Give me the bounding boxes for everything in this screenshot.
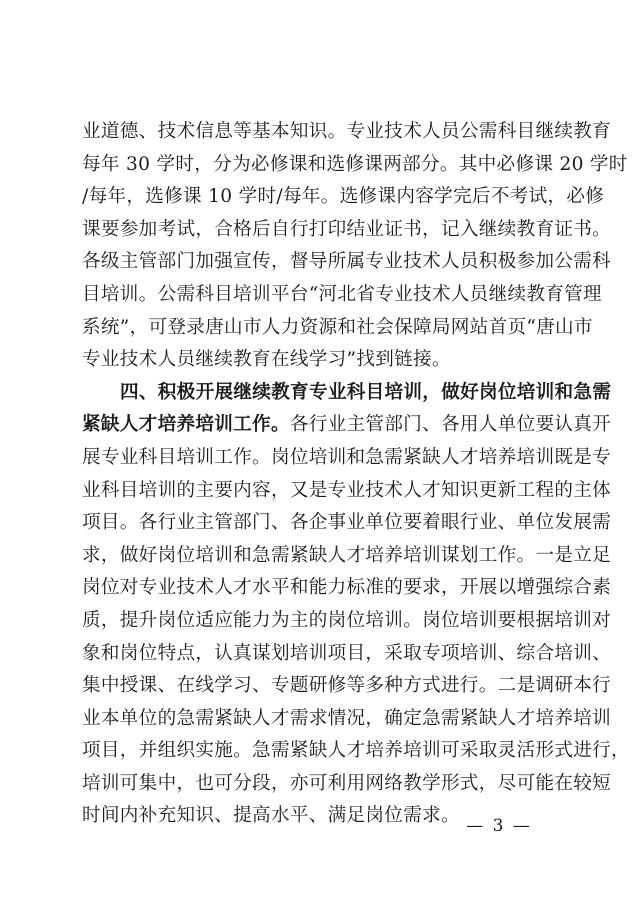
section-heading: 四、积极开展继续教育专业科目培训，做好岗位培训和急需 — [120, 381, 612, 403]
text-line — [82, 409, 612, 442]
text-line: 课要参加考试，合格后自行打印结业证书，记入继续教育证书。 — [82, 218, 612, 240]
page-number: — 3 — — [466, 816, 532, 836]
text-line: 时间内补充知识、提高水平、满足岗位需求。 — [82, 805, 460, 827]
text-line: 目培训。公需科目培训平台“河北省专业技术人员继续教育管理 — [82, 283, 602, 305]
text-line: 象和岗位特点，认真谋划培训项目，采取专项培训、综合培训、 — [82, 642, 612, 664]
text-line: 项目，并组织实施。急需紧缺人才培养培训可采取灵活形式进行， — [82, 740, 630, 762]
text-fragment: 各行业主管部门、各用人单位要认真开 — [289, 414, 612, 436]
body-text — [82, 116, 630, 833]
text-line: 培训可集中，也可分段，亦可利用网络教学形式，尽可能在较短 — [82, 772, 612, 794]
text-line: 岗位对专业技术人才水平和能力标准的要求，开展以增强综合素 — [82, 577, 612, 599]
text-line: 业本单位的急需紧缺人才需求情况，确定急需紧缺人才培养培训 — [82, 707, 612, 729]
text-line: 集中授课、在线学习、专题研修等多种方式进行。二是调研本行 — [82, 675, 612, 697]
text-line: 专业技术人员继续教育在线学习”找到链接。 — [82, 349, 451, 371]
text-line: 每年 30 学时，分为必修课和选修课两部分。其中必修课 20 学时 — [82, 153, 628, 175]
text-line: 业科目培训的主要内容，又是专业技术人才知识更新工程的主体 — [82, 479, 612, 501]
text-line: 各级主管部门加强宣传，督导所属专业技术人员积极参加公需科 — [82, 251, 612, 273]
text-line: 展专业科目培训工作。岗位培训和急需紧缺人才培养培训既是专 — [82, 446, 612, 468]
text-line: 业道德、技术信息等基本知识。专业技术人员公需科目继续教育 — [82, 121, 612, 142]
text-line: 求，做好岗位培训和急需紧缺人才培养培训谋划工作。一是立足 — [82, 544, 612, 566]
text-line: /每年，选修课 10 学时/每年。选修课内容学完后不考试，必修 — [82, 186, 605, 208]
text-line: 系统”，可登录唐山市人力资源和社会保障局网站首页“唐山市 — [82, 316, 593, 338]
text-line: 项目。各行业主管部门、各企事业单位要着眼行业、单位发展需 — [82, 512, 612, 534]
section-heading-continued: 紧缺人才培养培训工作。 — [82, 414, 290, 436]
text-line: 质，提升岗位适应能力为主的岗位培训。岗位培训要根据培训对 — [82, 609, 612, 631]
